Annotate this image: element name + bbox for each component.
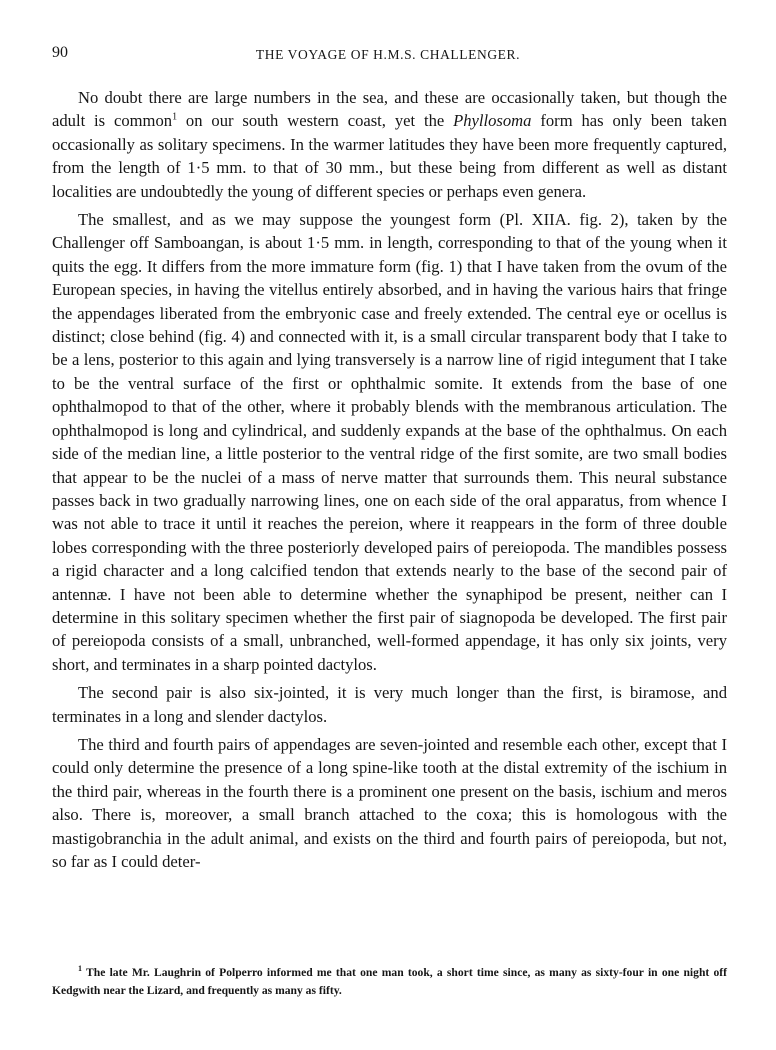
paragraph-3: The second pair is also six-jointed, it is very much longer than the first, is biramose, and terminates in a long and slender dactylos.: [52, 683, 727, 726]
paragraph-1-part-c: form has only been taken occasionally as solitary specimens. In the warmer latitudes they have been more frequently captured, from the length of 1·5 mm. to that of 30 mm., but these being from different as well as distant localities are undoubtedly the young of different species or perhaps even genera.: [52, 111, 727, 201]
footnote-mark: 1: [78, 964, 82, 974]
running-header: [52, 44, 724, 68]
paragraph-1: [52, 86, 727, 203]
running-title: THE VOYAGE OF H.M.S. CHALLENGER.: [255, 47, 521, 62]
paragraph-4: The third and fourth pairs of appendages are seven-jointed and resemble each other, except that I could only determine the presence of a long spine-like tooth at the distal extremity of the ischium in the third pair, whereas in the fourth there is a prominent one present on the basis, ischium and meros also. There is, moreover, a small branch attached to the coxa; this is homologous with the mastigobranchia in the adult animal, and exists on the third and fourth pairs of pereiopoda, but not, so far as I could deter-: [52, 734, 727, 871]
footnote-reference: 1: [172, 111, 178, 123]
footnote-text: The late Mr. Laughrin of Polperro informed me that one man took, a short time since, as many as sixty-four in one night off Kedgwith near the Lizard, and frequently as many as fifty.: [52, 966, 727, 997]
body-text: [52, 86, 727, 878]
footnote: [52, 964, 727, 1000]
paragraph-2: The smallest, and as we may suppose the youngest form (Pl. XIIA. fig. 2), taken by the Challenger off Samboangan, is about 1·5 mm. in length, corresponding to that of the young when it quits the egg. It differs from the more immature form (fig. 1) that I have taken from the ovum of the European species, in having the vitellus entirely absorbed, and in having the various hairs that fringe the appendages liberated from the embryonic case and freely extended. The central eye or ocellus is distinct; close behind (fig. 4) and connected with it, is a small circular transparent body that I take to be a lens, posterior to this again and lying transversely is a narrow line of rigid integument that I take to be the ventral surface of the first or ophthalmic somite. It extends from the base of one ophthalmopod to that of the other, where it probably blends with the membranous articulation. The ophthalmopod is long and cylindrical, and suddenly expands at the base of the ophthalmus. On each side of the median line, a little posterior to the ventral ridge of the first somite, are two small bodies that appear to be the nuclei of a mass of nerve matter that surrounds them. This neural substance passes back in two gradually narrowing lines, one on each side of the oral apparatus, from whence I was not able to trace it until it reaches the pereion, where it reappears in the form of three double lobes corresponding with the three posteriorly developed pairs of pereiopoda. The mandibles possess a rigid character and a long calcified tendon that extends nearly to the base of the second pair of antennæ. I have not been able to determine whether the synaphipod be present, neither can I determine in this solitary specimen whether the first pair of siagnopoda be developed. The first pair of pereiopoda consists of a small, unbranched, well-formed appendage, it has only six joints, very short, and terminates in a sharp pointed dactylos.: [52, 210, 727, 674]
paragraph-1-part-b: on our south western coast, yet the: [177, 111, 454, 131]
page-number: 90: [52, 44, 68, 61]
genus-name: Phyllosoma: [453, 111, 532, 131]
paragraph-1-part-a: No doubt there are large numbers in the sea, and these are occasionally taken, but though the adult is common: [52, 88, 727, 131]
footnote-text-line: [52, 964, 727, 1000]
